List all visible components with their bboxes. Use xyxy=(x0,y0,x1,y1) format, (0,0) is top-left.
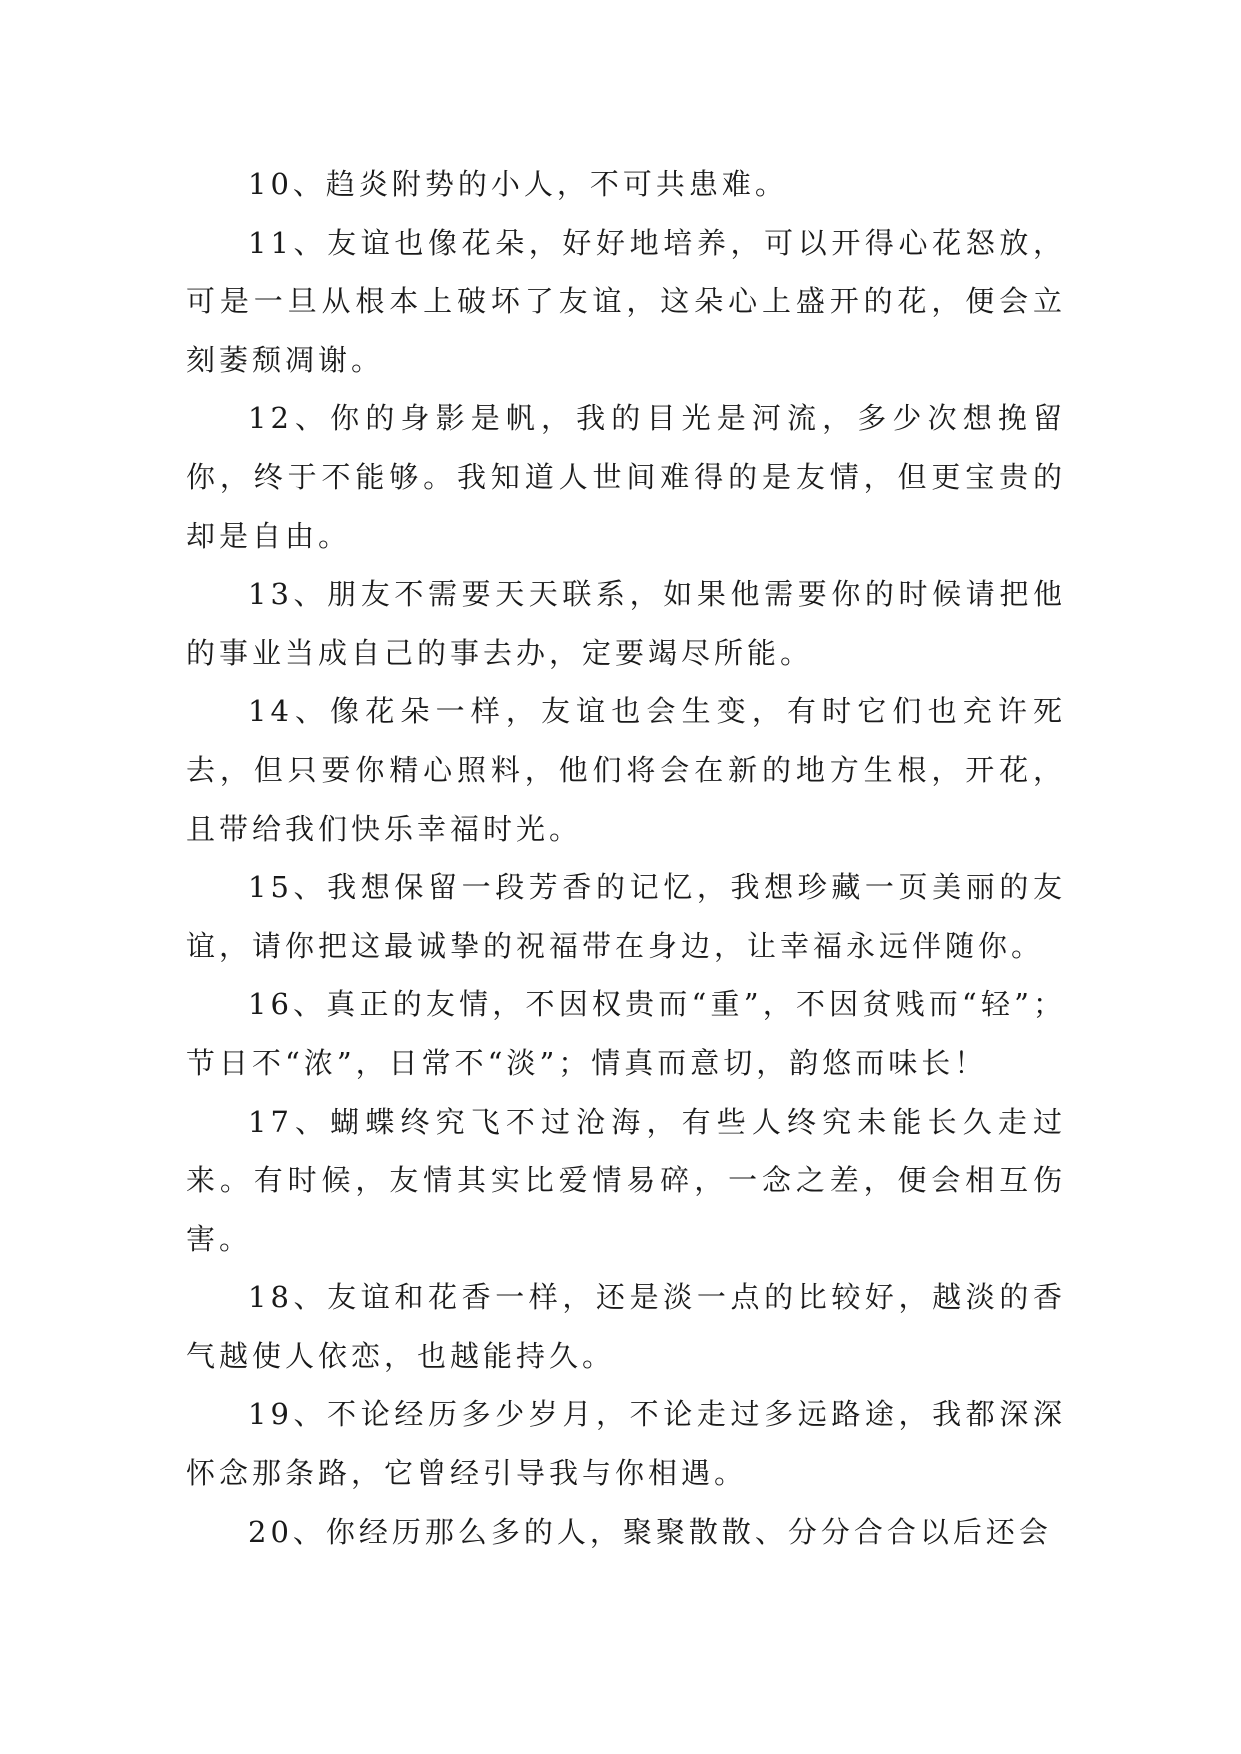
paragraph-18: 18、友谊和花香一样，还是淡一点的比较好，越淡的香气越使人依恋，也越能持久。 xyxy=(186,1280,1066,1373)
paragraph-13: 13、朋友不需要天天联系，如果他需要你的时候请把他的事业当成自己的事去办，定要竭尽所能。 xyxy=(186,577,1066,670)
paragraph-11: 11、友谊也像花朵，好好地培养，可以开得心花怒放，可是一旦从根本上破坏了友谊，这朵心上盛开的花，便会立刻萎颓凋谢。 xyxy=(186,225,1066,377)
paragraph-19: 19、不论经历多少岁月，不论走过多远路途，我都深深怀念那条路，它曾经引导我与你相遇。 xyxy=(186,1397,1066,1491)
document-body xyxy=(186,155,1066,1561)
paragraph-10: 10、趋炎附势的小人，不可共患难。 xyxy=(248,167,788,201)
paragraph-20: 20、你经历那么多的人，聚聚散散、分分合合以后还会 xyxy=(248,1514,1052,1549)
paragraph-17: 17、蝴蝶终究飞不过沧海，有些人终究未能长久走过来。有时候，友情其实比爱情易碎，一念之差，便会相互伤害。 xyxy=(186,1104,1066,1256)
paragraph-16: 16、真正的友情，不因权贵而“重”，不因贫贱而“轻”；节日不“浓”，日常不“淡”；情真而意切，韵悠而味长！ xyxy=(186,987,1066,1080)
paragraph-12: 12、你的身影是帆，我的目光是河流，多少次想挽留你，终于不能够。我知道人世间难得的是友情，但更宝贵的却是自由。 xyxy=(186,401,1066,553)
paragraph-14: 14、像花朵一样，友谊也会生变，有时它们也充许死去，但只要你精心照料，他们将会在新的地方生根，开花，且带给我们快乐幸福时光。 xyxy=(186,694,1066,846)
paragraph-15: 15、我想保留一段芳香的记忆，我想珍藏一页美丽的友谊，请你把这最诚挚的祝福带在身边，让幸福永远伴随你。 xyxy=(186,870,1066,963)
